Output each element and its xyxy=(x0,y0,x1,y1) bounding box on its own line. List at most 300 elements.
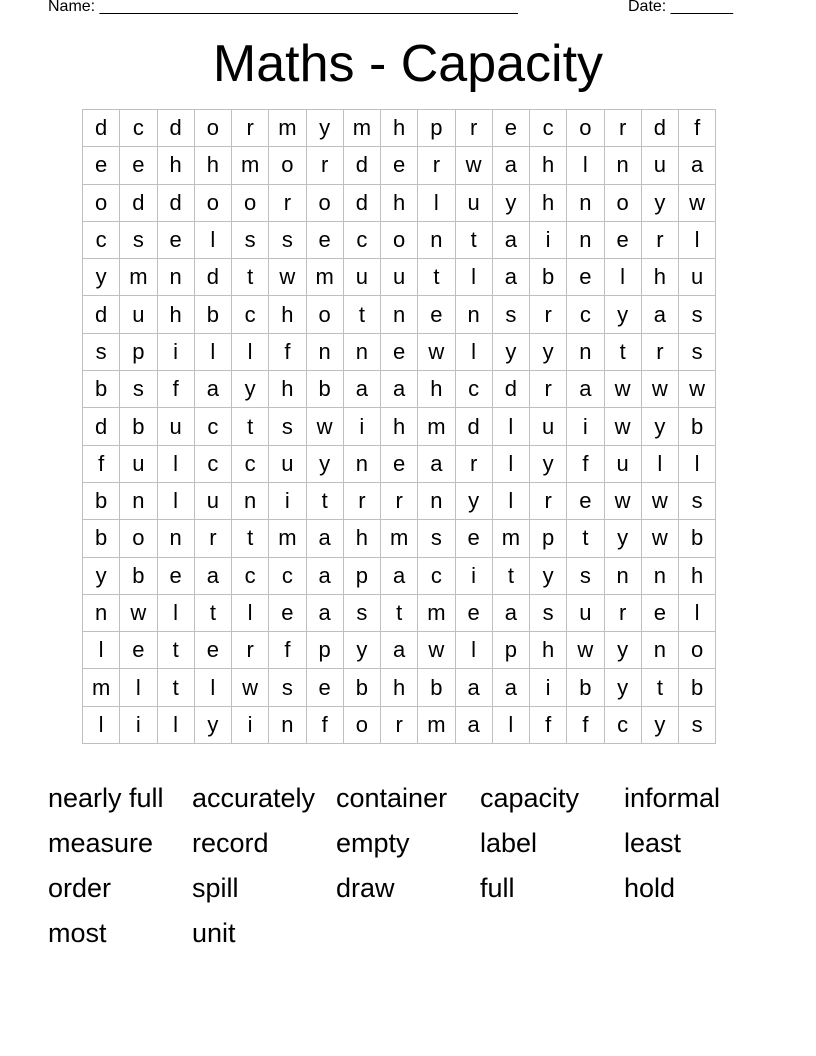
grid-cell[interactable]: e xyxy=(157,221,194,258)
grid-cell[interactable]: y xyxy=(530,445,567,482)
grid-cell[interactable]: o xyxy=(306,296,343,333)
grid-cell[interactable]: n xyxy=(418,221,455,258)
grid-cell[interactable]: b xyxy=(83,482,120,519)
grid-cell[interactable]: y xyxy=(492,333,529,370)
grid-cell[interactable]: m xyxy=(381,520,418,557)
grid-cell[interactable]: u xyxy=(641,147,678,184)
grid-cell[interactable]: t xyxy=(567,520,604,557)
grid-cell[interactable]: b xyxy=(679,408,716,445)
grid-cell[interactable]: e xyxy=(83,147,120,184)
grid-cell[interactable]: n xyxy=(343,333,380,370)
grid-cell[interactable]: w xyxy=(604,371,641,408)
grid-cell[interactable]: a xyxy=(194,371,231,408)
grid-cell[interactable]: e xyxy=(306,669,343,706)
grid-cell[interactable]: b xyxy=(306,371,343,408)
grid-cell[interactable]: a xyxy=(418,445,455,482)
grid-cell[interactable]: n xyxy=(381,296,418,333)
grid-cell[interactable]: h xyxy=(641,259,678,296)
grid-cell[interactable]: l xyxy=(232,333,269,370)
grid-cell[interactable]: n xyxy=(641,557,678,594)
grid-cell[interactable]: l xyxy=(157,482,194,519)
grid-cell[interactable]: y xyxy=(232,371,269,408)
grid-cell[interactable]: u xyxy=(343,259,380,296)
grid-cell[interactable]: e xyxy=(604,221,641,258)
grid-cell[interactable]: i xyxy=(455,557,492,594)
grid-cell[interactable]: f xyxy=(269,333,306,370)
grid-cell[interactable]: n xyxy=(306,333,343,370)
grid-cell[interactable]: u xyxy=(455,184,492,221)
grid-cell[interactable]: l xyxy=(194,333,231,370)
grid-cell[interactable]: i xyxy=(269,482,306,519)
grid-cell[interactable]: h xyxy=(343,520,380,557)
grid-cell[interactable]: a xyxy=(641,296,678,333)
grid-cell[interactable]: l xyxy=(455,333,492,370)
grid-cell[interactable]: w xyxy=(641,482,678,519)
grid-cell[interactable]: n xyxy=(567,221,604,258)
grid-cell[interactable]: c xyxy=(455,371,492,408)
grid-cell[interactable]: l xyxy=(679,445,716,482)
grid-cell[interactable]: d xyxy=(157,110,194,147)
grid-cell[interactable]: a xyxy=(492,669,529,706)
grid-cell[interactable]: h xyxy=(381,408,418,445)
grid-cell[interactable]: y xyxy=(343,632,380,669)
grid-cell[interactable]: h xyxy=(418,371,455,408)
grid-cell[interactable]: d xyxy=(343,184,380,221)
grid-cell[interactable]: t xyxy=(232,259,269,296)
grid-row xyxy=(83,408,716,445)
grid-cell[interactable]: t xyxy=(306,482,343,519)
grid-cell[interactable]: w xyxy=(418,333,455,370)
grid-cell[interactable]: a xyxy=(455,706,492,743)
grid-cell[interactable]: w xyxy=(418,632,455,669)
grid-cell[interactable]: e xyxy=(194,632,231,669)
grid-cell[interactable]: e xyxy=(120,147,157,184)
grid-cell[interactable]: m xyxy=(269,520,306,557)
grid-cell[interactable]: t xyxy=(157,669,194,706)
grid-cell[interactable]: p xyxy=(530,520,567,557)
grid-cell[interactable]: o xyxy=(604,184,641,221)
grid-cell[interactable]: l xyxy=(604,259,641,296)
grid-cell[interactable]: e xyxy=(455,520,492,557)
grid-cell[interactable]: w xyxy=(269,259,306,296)
grid-cell[interactable]: c xyxy=(269,557,306,594)
grid-cell[interactable]: t xyxy=(157,632,194,669)
grid-cell[interactable]: e xyxy=(492,110,529,147)
grid-row xyxy=(83,333,716,370)
grid-cell[interactable]: o xyxy=(194,110,231,147)
grid-cell[interactable]: t xyxy=(455,221,492,258)
grid-cell[interactable]: b xyxy=(567,669,604,706)
grid-cell[interactable]: e xyxy=(157,557,194,594)
grid-cell[interactable]: d xyxy=(83,408,120,445)
grid-cell[interactable]: c xyxy=(232,557,269,594)
grid-cell[interactable]: h xyxy=(157,296,194,333)
grid-cell[interactable]: t xyxy=(343,296,380,333)
grid-cell[interactable]: o xyxy=(306,184,343,221)
page-title: Maths - Capacity xyxy=(212,35,604,93)
grid-cell[interactable]: s xyxy=(567,557,604,594)
grid-cell[interactable]: n xyxy=(269,706,306,743)
grid-cell[interactable]: o xyxy=(567,110,604,147)
grid-cell[interactable]: y xyxy=(492,184,529,221)
grid-cell[interactable]: r xyxy=(641,333,678,370)
grid-cell[interactable]: i xyxy=(530,669,567,706)
grid-cell[interactable]: r xyxy=(269,184,306,221)
grid-cell[interactable]: y xyxy=(306,110,343,147)
grid-cell[interactable]: r xyxy=(381,706,418,743)
grid-cell[interactable]: y xyxy=(194,706,231,743)
name-field[interactable]: Name: _______________________________________________ xyxy=(48,0,518,15)
grid-cell[interactable]: n xyxy=(567,333,604,370)
grid-cell[interactable]: w xyxy=(641,371,678,408)
grid-cell[interactable]: w xyxy=(641,520,678,557)
grid-cell[interactable]: e xyxy=(567,259,604,296)
grid-cell[interactable]: l xyxy=(157,594,194,631)
grid-cell[interactable]: l xyxy=(157,706,194,743)
grid-cell[interactable]: b xyxy=(343,669,380,706)
grid-cell[interactable]: p xyxy=(120,333,157,370)
grid-cell[interactable]: y xyxy=(83,557,120,594)
grid-cell[interactable]: b xyxy=(418,669,455,706)
grid-cell[interactable]: o xyxy=(679,632,716,669)
grid-cell[interactable]: r xyxy=(306,147,343,184)
grid-cell[interactable]: u xyxy=(194,482,231,519)
grid-cell[interactable]: y xyxy=(604,296,641,333)
grid-cell[interactable]: e xyxy=(641,594,678,631)
grid-cell[interactable]: r xyxy=(232,632,269,669)
grid-cell[interactable]: n xyxy=(157,259,194,296)
grid-cell[interactable]: s xyxy=(679,296,716,333)
grid-cell[interactable]: h xyxy=(269,296,306,333)
grid-cell[interactable]: c xyxy=(232,445,269,482)
grid-cell[interactable]: c xyxy=(343,221,380,258)
grid-cell[interactable]: r xyxy=(455,110,492,147)
grid-cell[interactable]: l xyxy=(641,445,678,482)
grid-cell[interactable]: n xyxy=(157,520,194,557)
grid-cell[interactable]: r xyxy=(381,482,418,519)
grid-row xyxy=(83,632,716,669)
grid-cell[interactable]: h xyxy=(269,371,306,408)
grid-cell[interactable]: r xyxy=(455,445,492,482)
grid-cell[interactable]: r xyxy=(418,147,455,184)
grid-cell[interactable]: h xyxy=(530,632,567,669)
grid-cell[interactable]: f xyxy=(567,445,604,482)
grid-cell[interactable]: a xyxy=(306,520,343,557)
grid-cell[interactable]: s xyxy=(492,296,529,333)
grid-cell[interactable]: y xyxy=(530,557,567,594)
grid-cell[interactable]: i xyxy=(232,706,269,743)
grid-cell[interactable]: r xyxy=(194,520,231,557)
grid-cell[interactable]: b xyxy=(530,259,567,296)
grid-cell[interactable]: t xyxy=(381,594,418,631)
grid-cell[interactable]: o xyxy=(120,520,157,557)
grid-cell[interactable]: e xyxy=(418,296,455,333)
grid-cell[interactable]: u xyxy=(381,259,418,296)
grid-cell[interactable]: r xyxy=(604,594,641,631)
grid-cell[interactable]: m xyxy=(83,669,120,706)
grid-cell[interactable]: f xyxy=(157,371,194,408)
grid-cell[interactable]: b xyxy=(194,296,231,333)
grid-cell[interactable]: n xyxy=(232,482,269,519)
grid-cell[interactable]: u xyxy=(530,408,567,445)
grid-cell[interactable]: s xyxy=(418,520,455,557)
grid-cell[interactable]: l xyxy=(418,184,455,221)
grid-cell[interactable]: c xyxy=(232,296,269,333)
grid-cell[interactable]: w xyxy=(604,408,641,445)
grid-cell[interactable]: a xyxy=(679,147,716,184)
grid-cell[interactable]: d xyxy=(157,184,194,221)
grid-cell[interactable]: n xyxy=(455,296,492,333)
grid-cell[interactable]: m xyxy=(418,706,455,743)
grid-cell[interactable]: y xyxy=(83,259,120,296)
grid-cell[interactable]: d xyxy=(492,371,529,408)
grid-cell[interactable]: t xyxy=(604,333,641,370)
grid-cell[interactable]: l xyxy=(567,147,604,184)
grid-cell[interactable]: l xyxy=(492,445,529,482)
grid-cell[interactable]: i xyxy=(157,333,194,370)
word-list xyxy=(48,780,768,952)
grid-cell[interactable]: b xyxy=(120,408,157,445)
grid-cell[interactable]: h xyxy=(381,184,418,221)
grid-cell[interactable]: u xyxy=(157,408,194,445)
grid-cell[interactable]: u xyxy=(604,445,641,482)
grid-cell[interactable]: l xyxy=(120,669,157,706)
grid-cell[interactable]: t xyxy=(232,520,269,557)
grid-cell[interactable]: y xyxy=(604,632,641,669)
grid-cell[interactable]: f xyxy=(269,632,306,669)
grid-cell[interactable]: s xyxy=(269,221,306,258)
grid-cell[interactable]: t xyxy=(232,408,269,445)
date-field[interactable]: Date: _______ xyxy=(628,0,733,15)
grid-cell[interactable]: n xyxy=(641,632,678,669)
grid-cell[interactable]: u xyxy=(567,594,604,631)
word-list-item: nearly full xyxy=(48,783,164,813)
grid-cell[interactable]: y xyxy=(641,408,678,445)
grid-cell[interactable]: m xyxy=(418,594,455,631)
grid-cell[interactable]: l xyxy=(679,221,716,258)
grid-cell[interactable]: s xyxy=(269,408,306,445)
grid-cell[interactable]: l xyxy=(194,669,231,706)
grid-cell[interactable]: w xyxy=(306,408,343,445)
grid-cell[interactable]: s xyxy=(343,594,380,631)
grid-cell[interactable]: m xyxy=(418,408,455,445)
grid-cell[interactable]: a xyxy=(194,557,231,594)
grid-cell[interactable]: n xyxy=(418,482,455,519)
grid-cell[interactable]: a xyxy=(492,147,529,184)
grid-cell[interactable]: r xyxy=(232,110,269,147)
grid-cell[interactable]: y xyxy=(530,333,567,370)
grid-cell[interactable]: i xyxy=(343,408,380,445)
grid-cell[interactable]: w xyxy=(679,184,716,221)
grid-cell[interactable]: m xyxy=(343,110,380,147)
grid-cell[interactable]: t xyxy=(194,594,231,631)
grid-cell[interactable]: h xyxy=(381,110,418,147)
grid-cell[interactable]: u xyxy=(120,296,157,333)
grid-cell[interactable]: a xyxy=(492,221,529,258)
grid-cell[interactable]: l xyxy=(492,482,529,519)
grid-cell[interactable]: p xyxy=(306,632,343,669)
grid-cell[interactable]: l xyxy=(455,259,492,296)
grid-cell[interactable]: e xyxy=(269,594,306,631)
grid-cell[interactable]: e xyxy=(381,333,418,370)
grid-cell[interactable]: s xyxy=(269,669,306,706)
grid-cell[interactable]: w xyxy=(232,669,269,706)
grid-cell[interactable]: w xyxy=(604,482,641,519)
grid-cell[interactable]: y xyxy=(641,706,678,743)
grid-cell[interactable]: s xyxy=(83,333,120,370)
grid-cell[interactable]: c xyxy=(567,296,604,333)
grid-cell[interactable]: y xyxy=(306,445,343,482)
grid-cell[interactable]: a xyxy=(492,594,529,631)
grid-cell[interactable]: n xyxy=(343,445,380,482)
grid-cell[interactable]: i xyxy=(530,221,567,258)
grid-cell[interactable]: y xyxy=(604,669,641,706)
grid-cell[interactable]: i xyxy=(567,408,604,445)
grid-cell[interactable]: c xyxy=(530,110,567,147)
grid-cell[interactable]: f xyxy=(530,706,567,743)
grid-cell[interactable]: r xyxy=(641,221,678,258)
grid-cell[interactable]: p xyxy=(418,110,455,147)
grid-cell[interactable]: c xyxy=(194,408,231,445)
grid-cell[interactable]: r xyxy=(530,482,567,519)
grid-cell[interactable]: f xyxy=(306,706,343,743)
grid-cell[interactable]: e xyxy=(120,632,157,669)
grid-cell[interactable]: w xyxy=(679,371,716,408)
grid-cell[interactable]: o xyxy=(269,147,306,184)
grid-cell[interactable]: d xyxy=(455,408,492,445)
grid-cell[interactable]: s xyxy=(679,482,716,519)
grid-cell[interactable]: r xyxy=(343,482,380,519)
grid-cell[interactable]: c xyxy=(194,445,231,482)
grid-cell[interactable]: e xyxy=(567,482,604,519)
grid-cell[interactable]: f xyxy=(679,110,716,147)
grid-cell[interactable]: a xyxy=(567,371,604,408)
grid-cell[interactable]: l xyxy=(679,594,716,631)
grid-cell[interactable]: p xyxy=(492,632,529,669)
grid-cell[interactable]: l xyxy=(83,706,120,743)
grid-cell[interactable]: h xyxy=(679,557,716,594)
grid-cell[interactable]: w xyxy=(455,147,492,184)
grid-cell[interactable]: h xyxy=(530,184,567,221)
grid-cell[interactable]: e xyxy=(381,445,418,482)
grid-cell[interactable]: n xyxy=(120,482,157,519)
grid-cell[interactable]: d xyxy=(120,184,157,221)
grid-cell[interactable]: s xyxy=(679,706,716,743)
grid-cell[interactable]: n xyxy=(83,594,120,631)
grid-cell[interactable]: c xyxy=(604,706,641,743)
grid-cell[interactable]: m xyxy=(232,147,269,184)
grid-cell[interactable]: b xyxy=(120,557,157,594)
grid-cell[interactable]: w xyxy=(120,594,157,631)
grid-cell[interactable]: r xyxy=(604,110,641,147)
grid-cell[interactable]: h xyxy=(194,147,231,184)
grid-cell[interactable]: a xyxy=(306,557,343,594)
grid-cell[interactable]: r xyxy=(530,371,567,408)
grid-cell[interactable]: d xyxy=(83,110,120,147)
grid-cell[interactable]: m xyxy=(269,110,306,147)
grid-cell[interactable]: p xyxy=(343,557,380,594)
grid-cell[interactable]: t xyxy=(418,259,455,296)
grid-cell[interactable]: u xyxy=(269,445,306,482)
grid-cell[interactable]: d xyxy=(343,147,380,184)
grid-cell[interactable]: l xyxy=(83,632,120,669)
grid-cell[interactable]: h xyxy=(530,147,567,184)
grid-cell[interactable]: n xyxy=(604,147,641,184)
grid-cell[interactable]: a xyxy=(492,259,529,296)
grid-cell[interactable]: r xyxy=(530,296,567,333)
grid-cell[interactable]: y xyxy=(641,184,678,221)
grid-cell[interactable]: n xyxy=(567,184,604,221)
grid-cell[interactable]: l xyxy=(157,445,194,482)
grid-cell[interactable]: c xyxy=(83,221,120,258)
grid-cell[interactable]: a xyxy=(455,669,492,706)
grid-cell[interactable]: n xyxy=(604,557,641,594)
grid-cell[interactable]: h xyxy=(157,147,194,184)
grid-cell[interactable]: c xyxy=(418,557,455,594)
grid-cell[interactable]: l xyxy=(232,594,269,631)
grid-cell[interactable]: a xyxy=(381,557,418,594)
grid-cell[interactable]: s xyxy=(679,333,716,370)
grid-cell[interactable]: i xyxy=(120,706,157,743)
grid-cell[interactable]: t xyxy=(492,557,529,594)
grid-cell[interactable]: e xyxy=(306,221,343,258)
grid-cell[interactable]: d xyxy=(83,296,120,333)
grid-cell[interactable]: l xyxy=(194,221,231,258)
grid-cell[interactable]: h xyxy=(381,669,418,706)
grid-cell[interactable]: w xyxy=(567,632,604,669)
grid-cell[interactable]: b xyxy=(83,371,120,408)
grid-cell[interactable]: o xyxy=(232,184,269,221)
grid-cell[interactable]: l xyxy=(492,706,529,743)
grid-cell[interactable]: y xyxy=(604,520,641,557)
grid-cell[interactable]: m xyxy=(492,520,529,557)
grid-cell[interactable]: d xyxy=(641,110,678,147)
grid-cell[interactable]: e xyxy=(381,147,418,184)
grid-cell[interactable]: u xyxy=(120,445,157,482)
grid-cell[interactable]: s xyxy=(530,594,567,631)
grid-cell[interactable]: l xyxy=(455,632,492,669)
grid-cell[interactable]: o xyxy=(194,184,231,221)
grid-cell[interactable]: c xyxy=(120,110,157,147)
grid-cell[interactable]: y xyxy=(455,482,492,519)
grid-cell[interactable]: f xyxy=(567,706,604,743)
grid-cell[interactable]: a xyxy=(381,632,418,669)
grid-row xyxy=(83,371,716,408)
grid-cell[interactable]: m xyxy=(120,259,157,296)
grid-cell[interactable]: b xyxy=(83,520,120,557)
grid-cell[interactable]: b xyxy=(679,669,716,706)
grid-cell[interactable]: o xyxy=(343,706,380,743)
word-list-item: least xyxy=(624,828,682,858)
grid-cell[interactable]: b xyxy=(679,520,716,557)
grid-cell[interactable]: l xyxy=(492,408,529,445)
grid-cell[interactable]: s xyxy=(120,371,157,408)
grid-row xyxy=(83,221,716,258)
grid-cell[interactable]: o xyxy=(381,221,418,258)
grid-cell[interactable]: m xyxy=(306,259,343,296)
grid-cell[interactable]: d xyxy=(194,259,231,296)
grid-cell[interactable]: f xyxy=(83,445,120,482)
grid-cell[interactable]: u xyxy=(679,259,716,296)
grid-cell[interactable]: s xyxy=(232,221,269,258)
grid-cell[interactable]: a xyxy=(381,371,418,408)
grid-cell[interactable]: t xyxy=(641,669,678,706)
grid-cell[interactable]: o xyxy=(83,184,120,221)
grid-cell[interactable]: e xyxy=(455,594,492,631)
grid-cell[interactable]: s xyxy=(120,221,157,258)
grid-cell[interactable]: a xyxy=(343,371,380,408)
grid-cell[interactable]: a xyxy=(306,594,343,631)
